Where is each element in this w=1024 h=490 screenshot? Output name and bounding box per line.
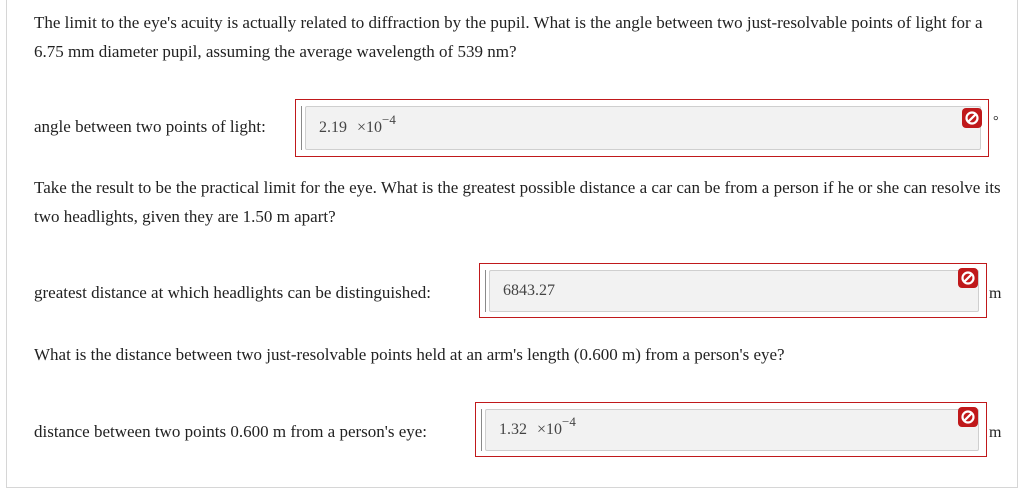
question-1-answer-field[interactable] xyxy=(305,106,981,150)
question-panel xyxy=(6,0,1018,488)
question-1-label: angle between two points of light: xyxy=(34,117,266,136)
blocked-icon xyxy=(958,268,978,288)
question-3-value: 1.32 xyxy=(499,421,527,438)
field-divider xyxy=(301,106,302,150)
question-3-label: distance between two points 0.600 m from a person's eye: xyxy=(34,422,428,441)
question-2-value: 6843.27 xyxy=(503,282,555,299)
field-divider xyxy=(485,270,486,312)
question-1-value: 2.19 xyxy=(319,119,347,136)
field-divider xyxy=(481,409,482,451)
question-1-exponent: −4 xyxy=(382,111,396,127)
question-1-multiplier: ×10 xyxy=(357,119,383,136)
question-3-unit: m xyxy=(989,424,1002,441)
question-1-text: The limit to the eye's acuity is actually related to diffraction by the pupil. What is the angle between two just-resolvable points of light for a 6.75 mm diameter pupil, assuming the average wavelength of 539 nm? xyxy=(34,13,983,61)
question-2-label: greatest distance at which headlights can be distinguished: xyxy=(34,283,432,302)
question-3-answer-box xyxy=(475,402,987,457)
blocked-icon xyxy=(958,407,978,427)
blocked-icon xyxy=(962,108,982,128)
question-2-answer-box xyxy=(479,263,987,318)
question-2-unit: m xyxy=(989,285,1002,302)
question-3-multiplier: ×10 xyxy=(537,421,563,438)
question-3-exponent: −4 xyxy=(562,413,576,429)
question-2-answer-field[interactable] xyxy=(489,270,979,312)
question-3-text: What is the distance between two just-resolvable points held at an arm's length (0.600 m) from a person's eye? xyxy=(34,345,785,364)
question-1-unit: ° xyxy=(993,114,999,129)
question-2-text: Take the result to be the practical limit for the eye. What is the greatest possible distance a car can be from a person if he or she can resolve its two headlights, given they are 1.50 m apart? xyxy=(34,178,1001,226)
question-1-answer-box xyxy=(295,99,989,157)
question-3-answer-field[interactable] xyxy=(485,409,979,451)
